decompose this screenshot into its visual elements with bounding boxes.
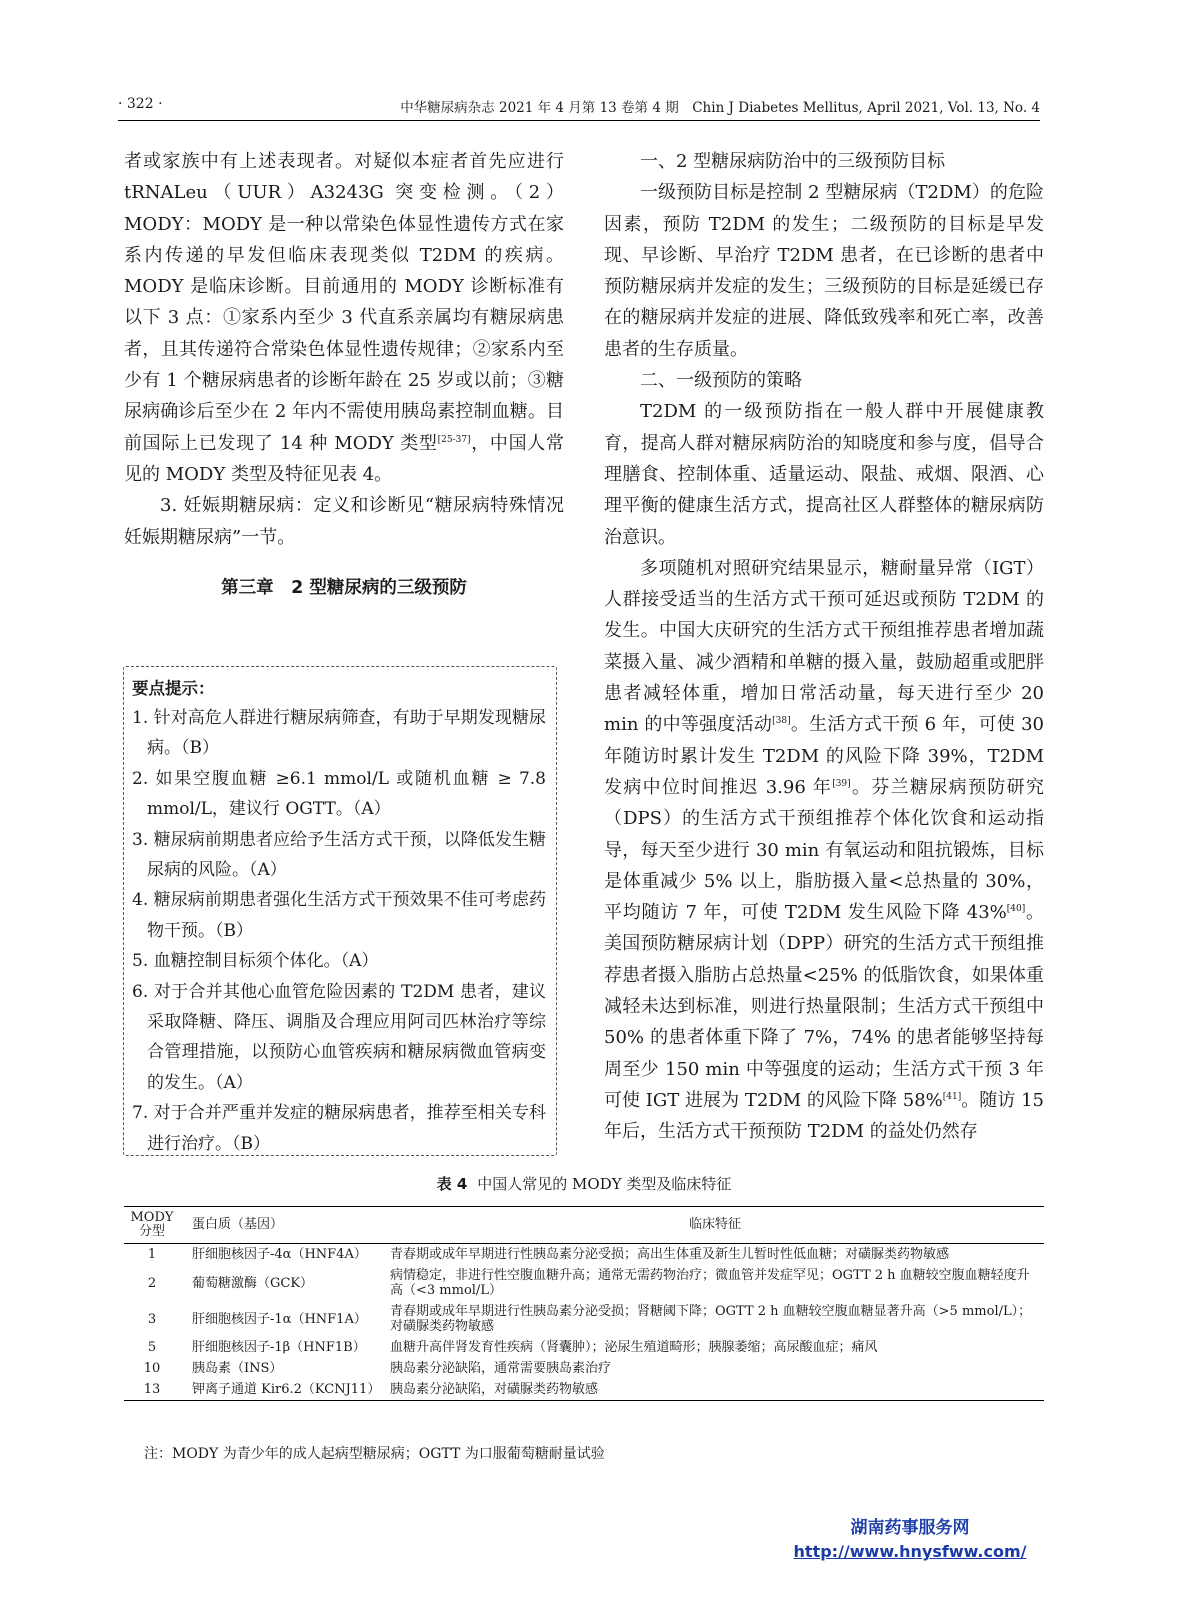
table-cell: 肝细胞核因子-1α（HNF1A） <box>192 1311 367 1327</box>
table-cell: 3 <box>147 1311 157 1327</box>
table-row <box>124 1265 1044 1301</box>
primary-prevention-paragraph: T2DM 的一级预防指在一般人群中开展健康教育，提高人群对糖尿病防治的知晓度和参与度，倡导合理膳食、控制体重、适量运动、限盐、戒烟、限酒、心理平衡的健康生活方式，提高社区人群整体的糖尿病防治意识。 <box>604 401 1044 548</box>
table-cell: 肝细胞核因子-4α（HNF4A） <box>192 1247 367 1262</box>
table-row <box>124 1379 1044 1401</box>
table-cell: 胰岛素分泌缺陷，通常需要胰岛素治疗 <box>390 1361 612 1376</box>
table-cell: 青春期或成年早期进行性胰岛素分泌受损；肾糖阈下降；OGTT 2 h 血糖较空腹血糖显著升高（>5 mmol/L）；对磺脲类药物敏感 <box>390 1304 1032 1334</box>
watermark <box>780 1513 1040 1561</box>
table-caption <box>124 1173 1044 1194</box>
table-cell: 病情稳定，非进行性空腹血糖升高；通常无需药物治疗；微血管并发症罕见；OGTT 2 h 血糖较空腹血糖轻度升高（<3 mmol/L） <box>390 1268 1030 1298</box>
citation-ref: [40] <box>1006 904 1026 915</box>
table-cell: 胰岛素（INS） <box>192 1361 283 1376</box>
citation-ref: [41] <box>942 1091 962 1102</box>
table-row <box>124 1244 1044 1266</box>
key-points-list <box>132 703 546 1159</box>
gestational-diabetes-paragraph: 3. 妊娠期糖尿病：定义和诊断见“糖尿病特殊情况妊娠期糖尿病”一节。 <box>124 495 564 548</box>
mody-table <box>124 1206 1044 1401</box>
key-point-item: 3. 糖尿病前期患者应给予生活方式干预，以降低发生糖尿病的风险。（A） <box>132 829 546 881</box>
citation-ref: [38] <box>772 716 791 727</box>
key-points-title: 要点提示： <box>132 679 215 698</box>
mody-paragraph: 者或家族中有上述表现者。对疑似本症者首先应进行 tRNALeu（UUR）A3243G 突变检测。（2）MODY：MODY 是一种以常染色体显性遗传方式在家系内传递的早发但临床表现类似 T2DM 的疾病。MODY 是临床诊断。目前通用的 MODY 诊断标准有以下 3 点：①家系内至少 3 代直系亲属均有糖尿病患者，且其传递符合常染色体显性遗传规律；②家系内至少有 1 个糖尿病患者的诊断年龄在 25 岁或以前；③糖尿病确诊后至少在 2 年内不需使用胰岛素控制血糖。目前国际上已发现了 14 种 MODY 类型[25-37]，中国人常见的 MODY 类型及特征见表 4。 <box>124 151 564 485</box>
citation-ref: [25-37] <box>437 434 471 445</box>
running-header <box>118 96 1040 121</box>
table-cell: 2 <box>147 1275 157 1291</box>
table-cell: 10 <box>143 1361 161 1376</box>
table-cell: 胰岛素分泌缺陷，对磺脲类药物敏感 <box>386 1379 1044 1401</box>
table-cell: 血糖升高伴肾发育性疾病（肾囊肿）；泌尿生殖道畸形；胰腺萎缩；高尿酸血症；痛风 <box>390 1340 878 1355</box>
table-cell: 13 <box>124 1379 180 1401</box>
key-point-item: 1. 针对高危人群进行糖尿病筛查，有助于早期发现糖尿病。（B） <box>132 708 546 759</box>
column-header: 蛋白质（基因） <box>180 1207 386 1244</box>
page-number: · 322 · <box>118 96 163 112</box>
chapter-title: 第三章 2 型糖尿病的三级预防 <box>221 578 467 598</box>
table-header-row <box>124 1207 1044 1244</box>
table-cell: 钾离子通道 Kir6.2（KCNJ11） <box>180 1379 386 1401</box>
key-point-item: 5. 血糖控制目标须个体化。（A） <box>132 951 379 972</box>
key-point-item: 4. 糖尿病前期患者强化生活方式干预效果不佳可考虑药物干预。（B） <box>132 890 546 941</box>
table-note: 注：MODY 为青少年的成人起病型糖尿病；OGTT 为口服葡萄糖耐量试验 <box>144 1446 605 1462</box>
table-cell: 青春期或成年早期进行性胰岛素分泌受损；高出生体重及新生儿暂时性低血糖；对磺脲类药物敏感 <box>390 1247 950 1262</box>
table-cell: 5 <box>147 1340 157 1355</box>
journal-citation: 中华糖尿病杂志 2021 年 4 月第 13 卷第 4 期 Chin J Diabetes Mellitus, April 2021, Vol. 13, No. 4 <box>400 100 1040 116</box>
key-points-box <box>123 666 557 1156</box>
table-title: 中国人常见的 MODY 类型及临床特征 <box>477 1175 732 1193</box>
table-label: 表 4 <box>436 1175 468 1193</box>
rct-evidence-paragraph: 多项随机对照研究结果显示，糖耐量异常（IGT）人群接受适当的生活方式干预可延迟或预防 T2DM 的发生。中国大庆研究的生活方式干预组推荐患者增加蔬菜摄入量、减少酒精和单糖的摄入量，鼓励超重或肥胖患者减轻体重，增加日常活动量，每天进行至少 20 min 的中等强度活动[38]。生活方式干预 6 年，可使 30 年随访时累计发生 T2DM 的风险下降 39%，T2DM 发病中位时间推迟 3.96 年[39]。芬兰糖尿病预防研究（DPS）的生活方式干预组推荐个体化饮食和运动指导，每天至少进行 30 min 有氧运动和阻抗锻炼，目标是体重减少 5% 以上，脂肪摄入量<总热量的 30%，平均随访 7 年，可使 T2DM 发生风险下降 43%[40]。美国预防糖尿病计划（DPP）研究的生活方式干预组推荐患者摄入脂肪占总热量<25% 的低脂饮食，如果体重减轻未达到标准，则进行热量限制；生活方式干预组中 50% 的患者体重下降了 7%，74% 的患者能够坚持每周至少 150 min 中等强度的运动；生活方式干预 3 年可使 IGT 进展为 T2DM 的风险下降 58%[41]。随访 15 年后，生活方式干预预防 T2DM 的益处仍然存 <box>604 557 1045 1143</box>
right-column <box>604 146 1044 1148</box>
table-cell: 1 <box>147 1247 157 1262</box>
left-column <box>124 146 564 553</box>
section-heading: 一、2 型糖尿病防治中的三级预防目标 <box>640 151 946 172</box>
table-cell: 葡萄糖激酶（GCK） <box>192 1275 314 1291</box>
watermark-url-link[interactable]: http://www.hnysfww.com/ <box>793 1542 1027 1561</box>
table-row <box>124 1358 1044 1379</box>
table-row <box>124 1301 1044 1337</box>
key-point-item: 6. 对于合并其他心血管危险因素的 T2DM 患者，建议采取降糖、降压、调脂及合理应用阿司匹林治疗等综合管理措施，以预防心血管疾病和糖尿病微血管病变的发生。（A） <box>132 981 546 1093</box>
column-header: MODY 分型 <box>124 1207 180 1244</box>
citation-ref: [39] <box>832 778 851 789</box>
prevention-goals-paragraph: 一级预防目标是控制 2 型糖尿病（T2DM）的危险因素，预防 T2DM 的发生；二级预防的目标是早发现、早诊断、早治疗 T2DM 患者，在已诊断的患者中预防糖尿病并发症的发生；三级预防的目标是延缓已存在的糖尿病并发症的进展、降低致残率和死亡率，改善患者的生存质量。 <box>604 182 1044 360</box>
table-row <box>124 1337 1044 1358</box>
key-point-item: 2. 如果空腹血糖 ≥6.1 mmol/L 或随机血糖 ≥ 7.8 mmol/L，建议行 OGTT。（A） <box>132 768 546 820</box>
table-cell: 肝细胞核因子-1β（HNF1B） <box>192 1340 366 1355</box>
watermark-site-name: 湖南药事服务网 <box>850 1518 970 1538</box>
column-header: 临床特征 <box>386 1207 1044 1244</box>
key-point-item: 7. 对于合并严重并发症的糖尿病患者，推荐至相关专科进行治疗。（B） <box>132 1103 546 1154</box>
section-heading: 二、一级预防的策略 <box>640 370 802 392</box>
